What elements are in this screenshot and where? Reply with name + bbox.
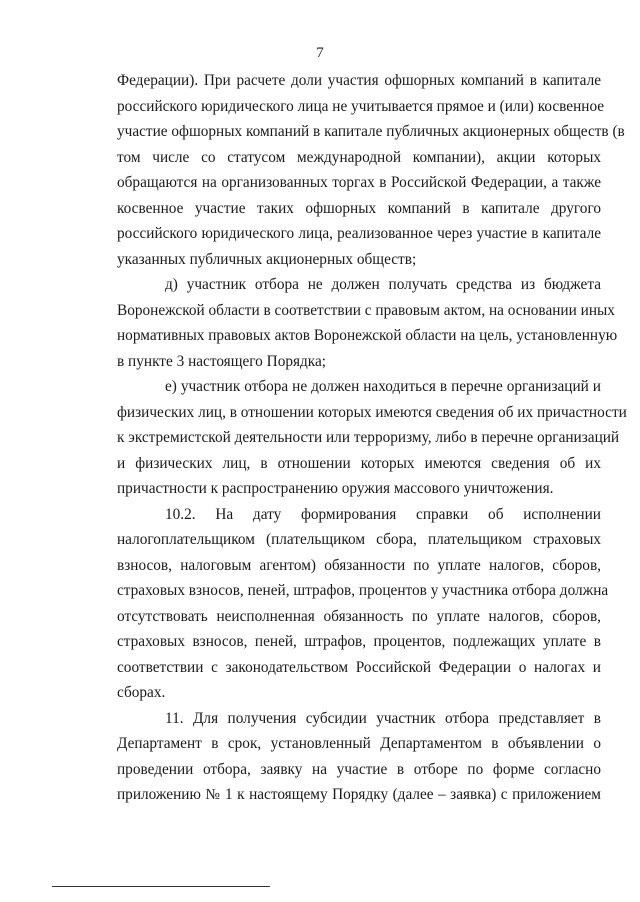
text-line: том числе со статусом международной компании), акции которых <box>117 148 601 166</box>
text-line: Федерации). При расчете доли участия офшорных компаний в капитале <box>117 72 601 89</box>
text-line: 10.2. На дату формирования справки об исполнении <box>165 505 601 523</box>
text-line: российского юридического лица не учитывается прямое и (или) косвенное <box>117 97 605 115</box>
text-line: налогоплательщиком (плательщиком сбора, плательщиком страховых <box>117 531 601 548</box>
text-line: в пункте 3 настоящего Порядка; <box>117 352 327 370</box>
text-line: соответствии с законодательством Российской Федерации о налогах и <box>117 658 601 676</box>
text-line: причастности к распространению оружия массового уничтожения. <box>117 480 554 497</box>
text-line: приложению № 1 к настоящему Порядку (далее – заявка) с приложением <box>117 786 601 803</box>
text-line: д) участник отбора не должен получать средства из бюджета <box>165 276 601 293</box>
text-line: косвенное участие таких офшорных компаний в капитале другого <box>117 199 601 217</box>
text-line: и физических лиц, в отношении которых имеются сведения об их <box>117 454 601 472</box>
text-line: страховых взносов, пеней, штрафов, процентов, подлежащих уплате в <box>117 633 601 650</box>
text-line: Воронежской области в соответствии с правовым актом, на основании иных <box>117 301 615 319</box>
text-line: российского юридического лица, реализованное через участие в капитале <box>117 225 601 242</box>
text-line: к экстремистской деятельности или терроризму, либо в перечне организаций <box>117 429 620 446</box>
text-line: обращаются на организованных торгах в Российской Федерации, а также <box>117 174 601 191</box>
text-line: отсутствовать неисполненная обязанность по уплате налогов, сборов, <box>117 607 601 625</box>
page-number: 7 <box>316 45 324 61</box>
text-line: сборах. <box>117 684 166 701</box>
text-line: физических лиц, в отношении которых имеются сведения об их причастности <box>117 403 627 421</box>
text-line: проведении отбора, заявку на участие в отборе по форме согласно <box>117 760 601 778</box>
text-line: Департамент в срок, установленный Департаментом в объявлении о <box>117 735 601 752</box>
text-line: страховых взносов, пеней, штрафов, процентов у участника отбора должна <box>117 582 609 599</box>
text-line: 11. Для получения субсидии участник отбора представляет в <box>165 709 601 727</box>
footer-rule <box>52 886 270 887</box>
text-line: взносов, налоговым агентом) обязанности по уплате налогов, сборов, <box>117 556 601 574</box>
text-line: указанных публичных акционерных обществ; <box>117 250 417 268</box>
text-line: е) участник отбора не должен находиться в перечне организаций и <box>165 378 601 395</box>
text-line: нормативных правовых актов Воронежской области на цель, установленную <box>117 327 618 344</box>
text-line: участие офшорных компаний в капитале публичных акционерных обществ (в <box>117 123 625 140</box>
body-text <box>117 68 627 808</box>
